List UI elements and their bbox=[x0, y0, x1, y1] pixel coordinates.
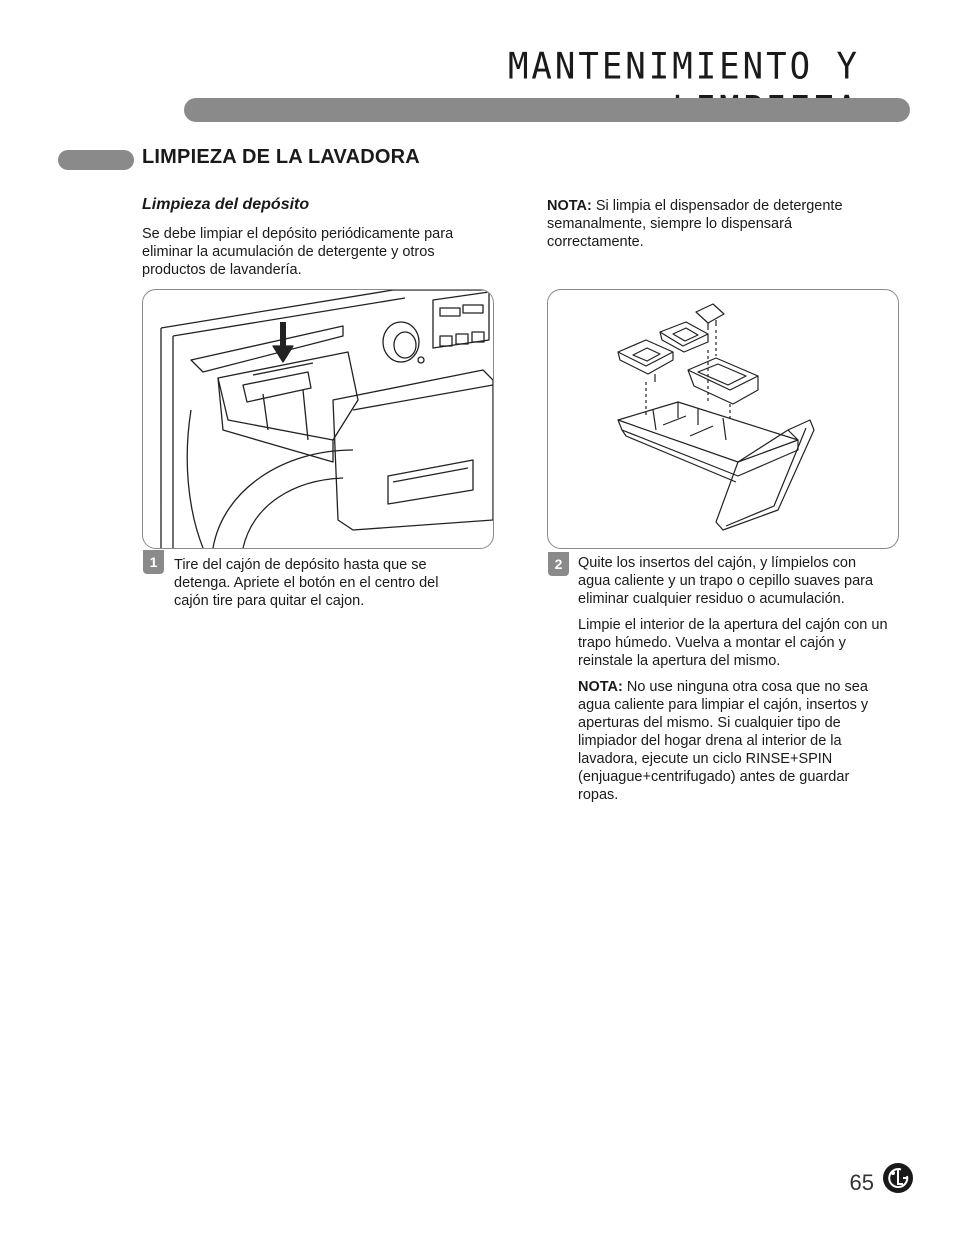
step-badge-2: 2 bbox=[548, 552, 569, 576]
step-2-content bbox=[578, 554, 888, 812]
subsection-heading: Limpieza del depósito bbox=[142, 196, 310, 213]
section-marker bbox=[58, 150, 134, 170]
step-2-note-text: No use ninguna otra cosa que no sea agua caliente para limpiar el cajón, insertos y aperturas del mismo. Si cualquier tipo de limpiador del hogar drena al interior de la lavadora, ejecute un ciclo RINSE+SPIN (enjuague+centrifugado) antes de guardar ropas. bbox=[578, 679, 869, 803]
step-2-paragraph: Limpie el interior de la apertura del cajón con un trapo húmedo. Vuelva a montar el cajón y reinstale la apertura del mismo. bbox=[578, 617, 888, 669]
note-top-label: NOTA: bbox=[547, 198, 592, 214]
page-number: 65 bbox=[849, 1170, 874, 1195]
section-heading: LIMPIEZA DE LA LAVADORA bbox=[142, 146, 420, 168]
step-2-note bbox=[578, 678, 888, 804]
page-title: MANTENIMIENTO Y bbox=[507, 44, 860, 88]
note-top-text: Si limpia el dispensador de detergente semanalmente, siempre lo dispensará correctamente. bbox=[547, 198, 843, 250]
step-badge-1: 1 bbox=[143, 550, 164, 574]
title-divider-bar bbox=[184, 98, 910, 122]
washer-drawer-illustration bbox=[143, 290, 493, 548]
step-2-note-label: NOTA: bbox=[578, 679, 623, 695]
step-2-paragraph: Quite los insertos del cajón, y límpielos con agua caliente y un trapo o cepillo suaves para eliminar cualquier residuo o acumulación. bbox=[578, 555, 874, 607]
drawer-inserts-illustration bbox=[548, 290, 898, 548]
intro-paragraph: Se debe limpiar el depósito periódicamente para eliminar la acumulación de detergente y otros productos de lavandería. bbox=[142, 226, 454, 278]
lg-logo-icon bbox=[882, 1162, 914, 1194]
note-top bbox=[547, 197, 892, 251]
figure-drawer-pull bbox=[142, 289, 494, 549]
step-1-text: Tire del cajón de depósito hasta que se detenga. Apriete el botón en el centro del cajón tire para quitar el cajon. bbox=[174, 557, 439, 609]
figure-drawer-inserts bbox=[547, 289, 899, 549]
